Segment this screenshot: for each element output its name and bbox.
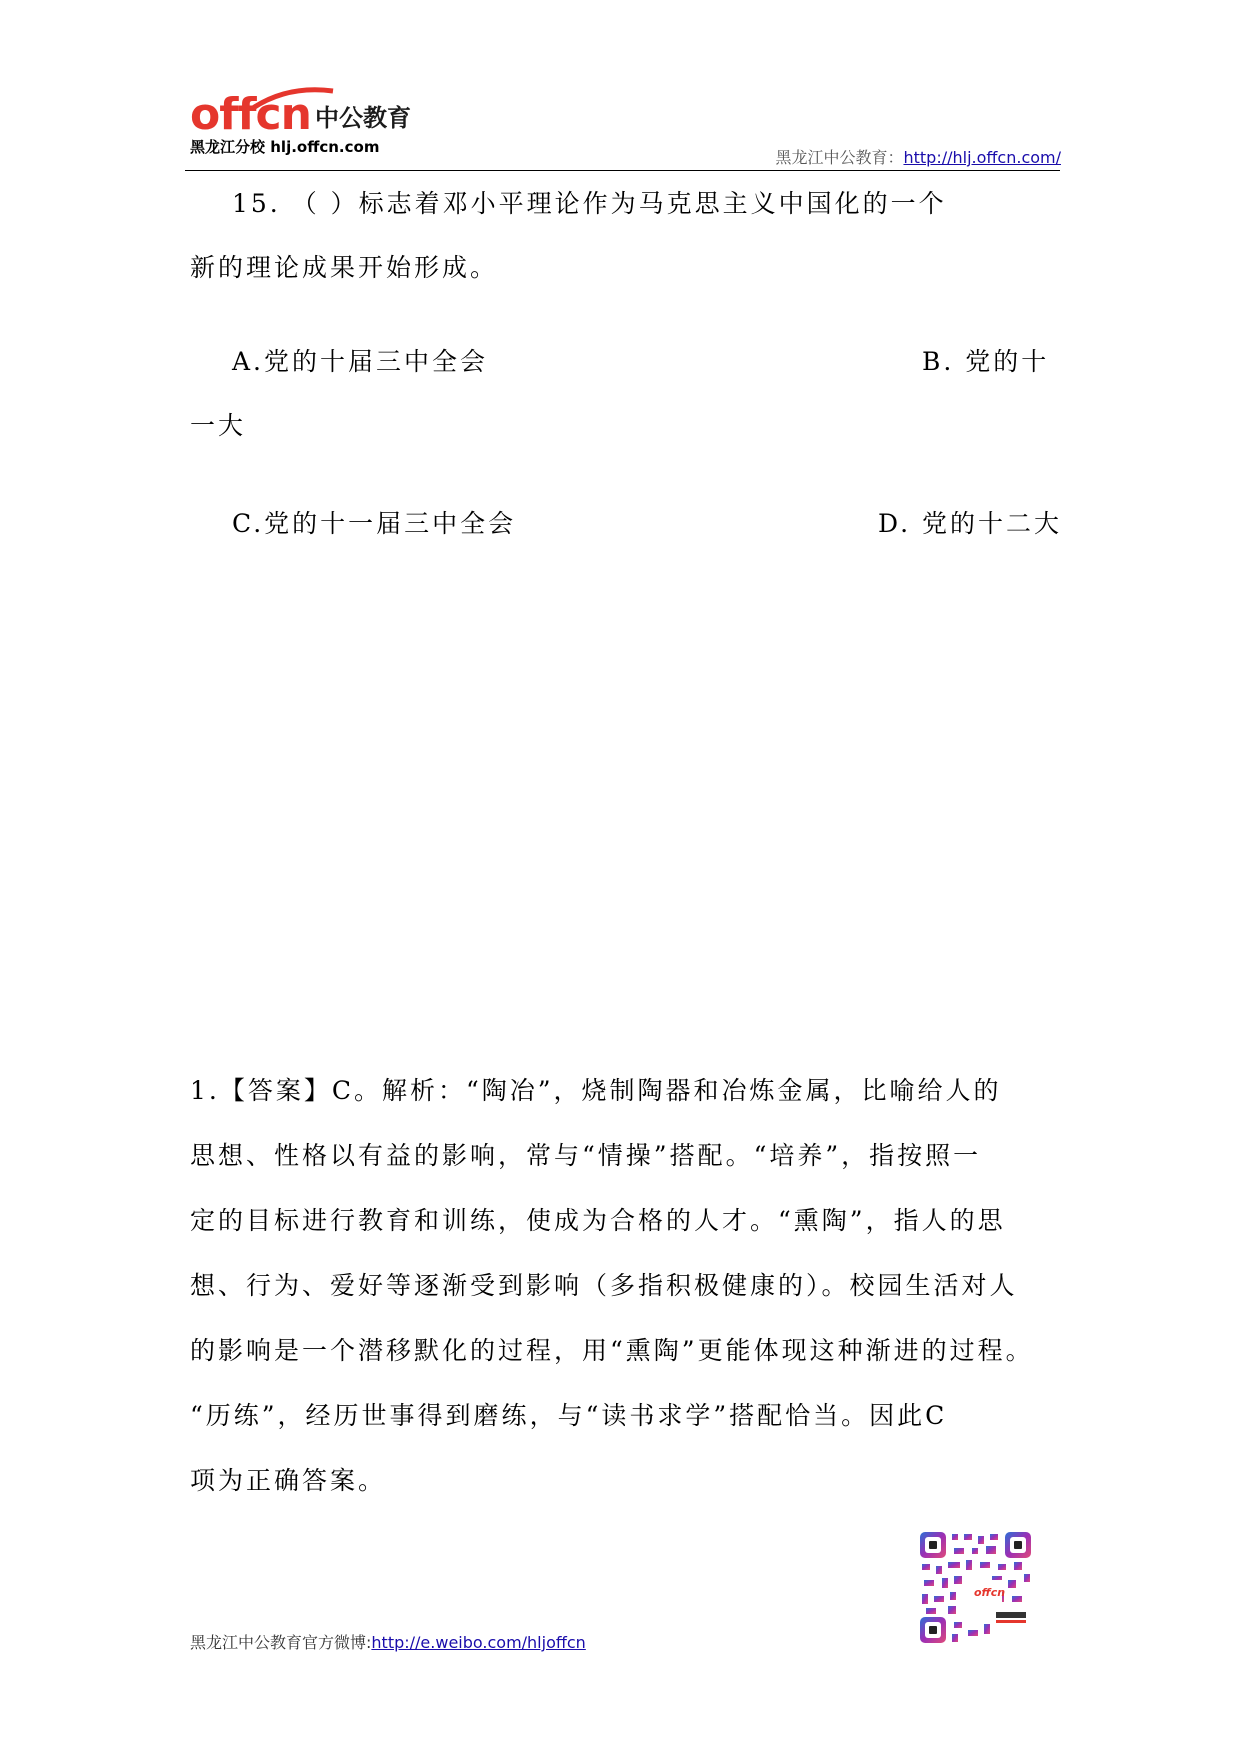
logo-wordmark: offcn [190, 89, 311, 140]
answer-line-7: 项为正确答案。 [190, 1466, 387, 1495]
question-line-1: 15. （ ）标志着邓小平理论作为马克思主义中国化的一个 [232, 189, 947, 218]
option-a: A.党的十届三中全会 [232, 347, 489, 376]
question-line-2: 新的理论成果开始形成。 [190, 253, 499, 282]
header-site-url[interactable]: http://hlj.offcn.com/ [903, 148, 1061, 167]
footer-weibo-link [190, 1630, 586, 1653]
footer-weibo-label: 黑龙江中公教育官方微博: [190, 1633, 372, 1652]
logo-domain: hlj.offcn.com [270, 138, 380, 156]
footer-weibo-url[interactable]: http://e.weibo.com/hljoffcn [371, 1633, 586, 1652]
qr-code-icon [918, 1530, 1033, 1645]
logo-chinese-name: 中公教育 [315, 104, 411, 132]
answer-line-5: 的影响是一个潜移默化的过程，用“熏陶”更能体现这种渐进的过程。 [190, 1336, 1034, 1365]
answer-line-2: 思想、性格以有益的影响，常与“情操”搭配。“培养”，指按照一 [190, 1141, 982, 1170]
svg-text:offcn: offcn [974, 1586, 1006, 1599]
answer-line-6: “历练”，经历世事得到磨练，与“读书求学”搭配恰当。因此C [190, 1401, 948, 1430]
option-b: B. 党的十 [922, 347, 1050, 376]
answer-line-4: 想、行为、爱好等逐渐受到影响（多指积极健康的）。校园生活对人 [190, 1271, 1018, 1300]
answer-line-1: 1.【答案】C。解析：“陶冶”，烧制陶器和冶炼金属，比喻给人的 [190, 1076, 1002, 1105]
logo-branch: 黑龙江分校 [190, 138, 266, 156]
header-site-label: 黑龙江中公教育： [775, 148, 904, 167]
header-site-link [775, 145, 1061, 168]
option-b-continued: 一大 [190, 411, 247, 440]
offcn-logo [190, 89, 470, 165]
option-d: D. 党的十二大 [878, 509, 1063, 538]
answer-line-3: 定的目标进行教育和训练，使成为合格的人才。“熏陶”，指人的思 [190, 1206, 1006, 1235]
option-c: C.党的十一届三中全会 [232, 509, 517, 538]
logo-subtitle [190, 137, 379, 157]
header-divider [185, 170, 1060, 171]
